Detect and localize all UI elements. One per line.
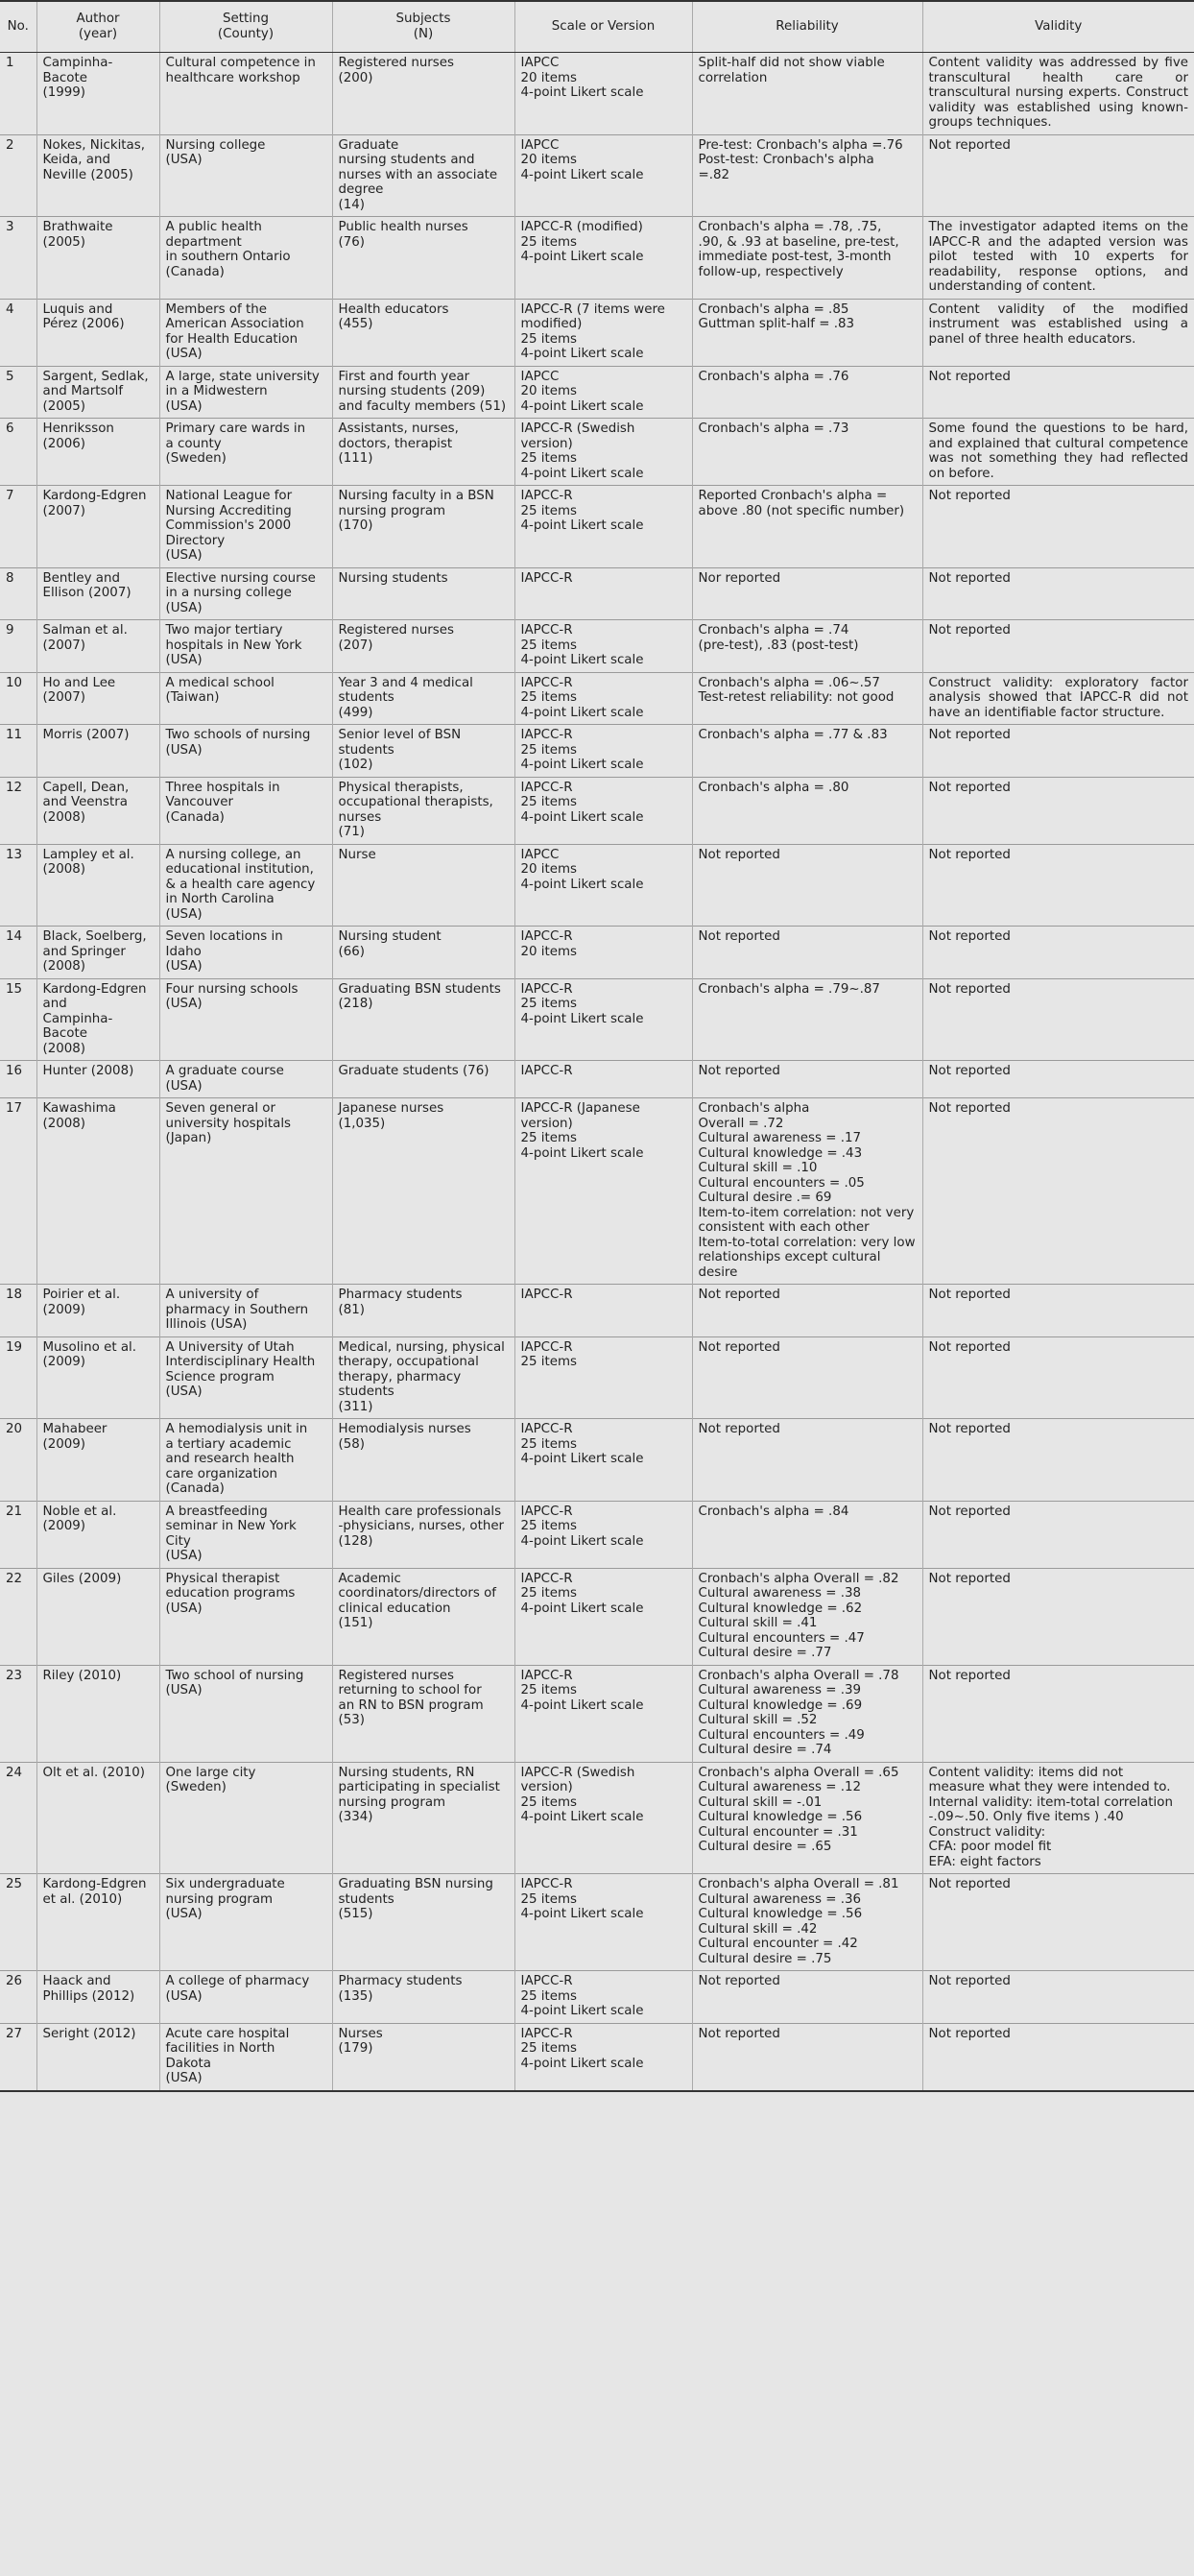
table-row [0, 978, 1194, 1061]
cell-no: 23 [0, 1665, 36, 1762]
cell-validity: Not reported [922, 1336, 1194, 1419]
cell-scale: IAPCC-R 25 items 4-point Likert scale [514, 1501, 692, 1568]
cell-subjects: Graduate nursing students and nurses with an associate degree (14) [332, 134, 514, 217]
cell-no: 17 [0, 1098, 36, 1285]
cell-no: 2 [0, 134, 36, 217]
cell-author: Olt et al. (2010) [36, 1762, 159, 1874]
cell-scale: IAPCC-R 25 items 4-point Likert scale [514, 1419, 692, 1502]
table-row [0, 1665, 1194, 1762]
cell-subjects: Pharmacy students (135) [332, 1971, 514, 2024]
cell-subjects: Nursing student (66) [332, 927, 514, 979]
cell-author: Luquis and Pérez (2006) [36, 299, 159, 366]
cell-reliability: Cronbach's alpha = .80 [692, 777, 922, 844]
cell-reliability: Cronbach's alpha = .74 (pre-test), .83 (post-test) [692, 620, 922, 673]
table-row [0, 1285, 1194, 1337]
table-row [0, 620, 1194, 673]
cell-setting: Physical therapist education programs (USA) [159, 1568, 332, 1665]
cell-validity: Not reported [922, 777, 1194, 844]
cell-subjects: Hemodialysis nurses (58) [332, 1419, 514, 1502]
table-row [0, 419, 1194, 486]
cell-reliability: Cronbach's alpha Overall = .72 Cultural awareness = .17 Cultural knowledge = .43 Cultural skill = .10 Cultural encounters = .05 Cultural desire .= 69 Item-to-item correlation: not very consistent with each other Item-to-total correlation: very low relationships except cultural desire [692, 1098, 922, 1285]
cell-setting: Primary care wards in a county (Sweden) [159, 419, 332, 486]
cell-validity: Not reported [922, 1568, 1194, 1665]
cell-no: 20 [0, 1419, 36, 1502]
cell-scale: IAPCC-R 25 items 4-point Likert scale [514, 1874, 692, 1971]
cell-no: 12 [0, 777, 36, 844]
cell-subjects: Physical therapists, occupational therapists, nurses (71) [332, 777, 514, 844]
table-row [0, 1098, 1194, 1285]
cell-setting: A nursing college, an educational institution, & a health care agency in North Carolina (USA) [159, 844, 332, 927]
cell-subjects: Health educators (455) [332, 299, 514, 366]
cell-no: 6 [0, 419, 36, 486]
table-row [0, 217, 1194, 300]
cell-author: Hunter (2008) [36, 1061, 159, 1098]
cell-author: Poirier et al. (2009) [36, 1285, 159, 1337]
cell-reliability: Nor reported [692, 567, 922, 620]
cell-reliability: Not reported [692, 1061, 922, 1098]
cell-subjects: Health care professionals -physicians, nurses, other (128) [332, 1501, 514, 1568]
cell-no: 22 [0, 1568, 36, 1665]
cell-scale: IAPCC 20 items 4-point Likert scale [514, 844, 692, 927]
table-row [0, 777, 1194, 844]
cell-no: 27 [0, 2023, 36, 2091]
cell-reliability: Not reported [692, 1285, 922, 1337]
cell-subjects: Graduating BSN nursing students (515) [332, 1874, 514, 1971]
table-row [0, 1762, 1194, 1874]
cell-reliability: Cronbach's alpha = .78, .75, .90, & .93 at baseline, pre-test, immediate post-test, 3-month follow-up, respectively [692, 217, 922, 300]
header-subjects: Subjects (N) [332, 1, 514, 53]
cell-author: Black, Soelberg, and Springer (2008) [36, 927, 159, 979]
cell-no: 25 [0, 1874, 36, 1971]
cell-validity: Not reported [922, 366, 1194, 419]
cell-setting: Cultural competence in healthcare workshop [159, 53, 332, 135]
cell-subjects: Nurse [332, 844, 514, 927]
cell-scale: IAPCC 20 items 4-point Likert scale [514, 53, 692, 135]
cell-validity: Content validity: items did not measure what they were intended to. Internal validity: item-total correlation -.09~.50. Only five items ) .40 Construct validity: CFA: poor model fit EFA: eight factors [922, 1762, 1194, 1874]
cell-no: 14 [0, 927, 36, 979]
cell-setting: Elective nursing course in a nursing college (USA) [159, 567, 332, 620]
cell-scale: IAPCC-R (7 items were modified) 25 items 4-point Likert scale [514, 299, 692, 366]
cell-no: 3 [0, 217, 36, 300]
cell-reliability: Split-half did not show viable correlation [692, 53, 922, 135]
cell-no: 26 [0, 1971, 36, 2024]
table-row [0, 134, 1194, 217]
cell-author: Musolino et al. (2009) [36, 1336, 159, 1419]
table-row [0, 366, 1194, 419]
cell-no: 1 [6, 56, 14, 70]
cell-subjects: Pharmacy students (81) [332, 1285, 514, 1337]
header-no: No. [0, 1, 36, 53]
cell-reliability: Not reported [692, 1336, 922, 1419]
cell-author: Giles (2009) [36, 1568, 159, 1665]
cell-validity: Not reported [922, 844, 1194, 927]
cell-subjects: Graduating BSN students (218) [332, 978, 514, 1061]
cell-scale: IAPCC-R 25 items 4-point Likert scale [514, 486, 692, 568]
cell-no: 21 [0, 1501, 36, 1568]
cell-no: 7 [0, 486, 36, 568]
table-row [0, 927, 1194, 979]
cell-setting: Six undergraduate nursing program (USA) [159, 1874, 332, 1971]
table-row [0, 1874, 1194, 1971]
cell-no: 5 [0, 366, 36, 419]
table-row [0, 567, 1194, 620]
cell-no: 13 [0, 844, 36, 927]
cell-reliability: Cronbach's alpha = .76 [692, 366, 922, 419]
cell-reliability: Cronbach's alpha Overall = .82 Cultural awareness = .38 Cultural knowledge = .62 Cultural skill = .41 Cultural encounters = .47 Cultural desire = .77 [692, 1568, 922, 1665]
cell-setting: A university of pharmacy in Southern Illinois (USA) [159, 1285, 332, 1337]
cell-reliability: Cronbach's alpha Overall = .65 Cultural awareness = .12 Cultural skill = -.01 Cultural knowledge = .56 Cultural encounter = .31 Cultural desire = .65 [692, 1762, 922, 1874]
cell-validity: Content validity of the modified instrument was established using a panel of three health educators. [922, 299, 1194, 366]
cell-setting: Nursing college (USA) [159, 134, 332, 217]
cell-setting: Three hospitals in Vancouver (Canada) [159, 777, 332, 844]
cell-author: Bentley and Ellison (2007) [36, 567, 159, 620]
cell-setting: A public health department in southern Ontario (Canada) [159, 217, 332, 300]
cell-setting: Two major tertiary hospitals in New York (USA) [159, 620, 332, 673]
cell-validity: Not reported [922, 1501, 1194, 1568]
table-row [0, 1501, 1194, 1568]
cell-reliability: Not reported [692, 844, 922, 927]
cell-reliability: Cronbach's alpha Overall = .81 Cultural awareness = .36 Cultural knowledge = .56 Cultural skill = .42 Cultural encounter = .42 Cultural desire = .75 [692, 1874, 922, 1971]
cell-subjects: Registered nurses returning to school for an RN to BSN program (53) [332, 1665, 514, 1762]
cell-subjects: First and fourth year nursing students (209) and faculty members (51) [332, 366, 514, 419]
cell-validity: Not reported [922, 1971, 1194, 2024]
cell-setting: A medical school (Taiwan) [159, 672, 332, 725]
cell-author: Noble et al. (2009) [36, 1501, 159, 1568]
cell-no: 11 [0, 725, 36, 778]
cell-reliability: Cronbach's alpha = .85 Guttman split-half = .83 [692, 299, 922, 366]
cell-scale: IAPCC 20 items 4-point Likert scale [514, 134, 692, 217]
cell-no: 18 [0, 1285, 36, 1337]
cell-author: Ho and Lee (2007) [36, 672, 159, 725]
cell-validity: Not reported [922, 1419, 1194, 1502]
cell-validity: Content validity was addressed by five transcultural health care or transcultural nursing experts. Construct validity was established using known-groups techniques. [922, 53, 1194, 135]
cell-scale: IAPCC-R 25 items 4-point Likert scale [514, 620, 692, 673]
cell-scale: IAPCC-R 25 items 4-point Likert scale [514, 725, 692, 778]
cell-subjects: Japanese nurses (1,035) [332, 1098, 514, 1285]
cell-subjects: Registered nurses (207) [332, 620, 514, 673]
cell-author: Riley (2010) [36, 1665, 159, 1762]
cell-no: 10 [0, 672, 36, 725]
cell-scale: IAPCC-R (modified) 25 items 4-point Likert scale [514, 217, 692, 300]
header-reliability: Reliability [692, 1, 922, 53]
cell-author: Seright (2012) [36, 2023, 159, 2091]
cell-validity: Not reported [922, 1285, 1194, 1337]
cell-validity: Not reported [922, 620, 1194, 673]
cell-scale: IAPCC-R 25 items 4-point Likert scale [514, 1568, 692, 1665]
table-row [0, 1568, 1194, 1665]
cell-reliability: Not reported [692, 927, 922, 979]
cell-validity: Not reported [922, 927, 1194, 979]
cell-no: 9 [0, 620, 36, 673]
table-row [0, 672, 1194, 725]
cell-author: Morris (2007) [36, 725, 159, 778]
cell-author: Salman et al. (2007) [36, 620, 159, 673]
cell-scale: IAPCC-R 25 items 4-point Likert scale [514, 2023, 692, 2091]
cell-scale: IAPCC 20 items 4-point Likert scale [514, 366, 692, 419]
cell-scale: IAPCC-R 25 items 4-point Likert scale [514, 1665, 692, 1762]
header-setting: Setting (County) [159, 1, 332, 53]
cell-author: Lampley et al. (2008) [36, 844, 159, 927]
cell-author: Capell, Dean, and Veenstra (2008) [36, 777, 159, 844]
cell-setting: A large, state university in a Midwestern (USA) [159, 366, 332, 419]
cell-setting: Seven general or university hospitals (Japan) [159, 1098, 332, 1285]
cell-author: Henriksson (2006) [36, 419, 159, 486]
cell-reliability: Not reported [692, 1419, 922, 1502]
cell-validity: Not reported [922, 1098, 1194, 1285]
table-row [0, 1419, 1194, 1502]
cell-author: Sargent, Sedlak, and Martsolf (2005) [36, 366, 159, 419]
cell-subjects: Medical, nursing, physical therapy, occupational therapy, pharmacy students (311) [332, 1336, 514, 1419]
table-row [0, 2023, 1194, 2091]
cell-setting: One large city (Sweden) [159, 1762, 332, 1874]
cell-author: Nokes, Nickitas, Keida, and Neville (2005) [36, 134, 159, 217]
cell-author: Kawashima (2008) [36, 1098, 159, 1285]
cell-setting: A University of Utah Interdisciplinary Health Science program (USA) [159, 1336, 332, 1419]
cell-validity: Construct validity: exploratory factor analysis showed that IAPCC-R did not have an identifiable factor structure. [922, 672, 1194, 725]
cell-scale: IAPCC-R 25 items [514, 1336, 692, 1419]
cell-reliability: Reported Cronbach's alpha = above .80 (not specific number) [692, 486, 922, 568]
cell-reliability: Cronbach's alpha = .06~.57 Test-retest reliability: not good [692, 672, 922, 725]
cell-scale: IAPCC-R [514, 1285, 692, 1337]
cell-setting: Acute care hospital facilities in North Dakota (USA) [159, 2023, 332, 2091]
cell-scale: IAPCC-R 25 items 4-point Likert scale [514, 672, 692, 725]
cell-validity: Not reported [922, 1061, 1194, 1098]
cell-no: 8 [0, 567, 36, 620]
table-row [0, 1971, 1194, 2024]
cell-subjects: Public health nurses (76) [332, 217, 514, 300]
cell-validity: Not reported [922, 486, 1194, 568]
cell-validity: Not reported [922, 1665, 1194, 1762]
header-row [0, 1, 1194, 53]
cell-author: Haack and Phillips (2012) [36, 1971, 159, 2024]
cell-reliability: Not reported [692, 2023, 922, 2091]
cell-setting: National League for Nursing Accrediting Commission's 2000 Directory (USA) [159, 486, 332, 568]
cell-setting: A graduate course (USA) [159, 1061, 332, 1098]
cell-subjects: Registered nurses (200) [332, 53, 514, 135]
cell-validity: Not reported [922, 134, 1194, 217]
cell-setting: Four nursing schools (USA) [159, 978, 332, 1061]
cell-scale: IAPCC-R [514, 1061, 692, 1098]
cell-reliability: Cronbach's alpha = .84 [692, 1501, 922, 1568]
cell-author: Mahabeer (2009) [36, 1419, 159, 1502]
cell-subjects: Nursing students, RN participating in specialist nursing program (334) [332, 1762, 514, 1874]
cell-validity: The investigator adapted items on the IAPCC-R and the adapted version was pilot tested with 10 experts for readability, response options, and understanding of content. [922, 217, 1194, 300]
cell-subjects: Nurses (179) [332, 2023, 514, 2091]
cell-validity: Some found the questions to be hard, and explained that cultural competence was not something they had reflected on before. [922, 419, 1194, 486]
cell-no: 24 [0, 1762, 36, 1874]
cell-validity: Not reported [922, 1874, 1194, 1971]
cell-reliability: Not reported [692, 1971, 922, 2024]
cell-no: 16 [0, 1061, 36, 1098]
table-row [0, 725, 1194, 778]
cell-setting: A hemodialysis unit in a tertiary academic and research health care organization (Canada) [159, 1419, 332, 1502]
cell-reliability: Pre-test: Cronbach's alpha =.76 Post-test: Cronbach's alpha =.82 [692, 134, 922, 217]
cell-scale: IAPCC-R 25 items 4-point Likert scale [514, 978, 692, 1061]
cell-subjects: Academic coordinators/directors of clinical education (151) [332, 1568, 514, 1665]
table-row [0, 1061, 1194, 1098]
cell-validity: Not reported [922, 2023, 1194, 2091]
cell-reliability: Cronbach's alpha Overall = .78 Cultural awareness = .39 Cultural knowledge = .69 Cultural skill = .52 Cultural encounters = .49 Cultural desire = .74 [692, 1665, 922, 1762]
cell-scale: IAPCC-R 25 items 4-point Likert scale [514, 777, 692, 844]
table-row [0, 486, 1194, 568]
header-author: Author (year) [36, 1, 159, 53]
cell-validity: Not reported [922, 567, 1194, 620]
cell-setting: Two schools of nursing (USA) [159, 725, 332, 778]
cell-setting: A college of pharmacy (USA) [159, 1971, 332, 2024]
table-row [0, 53, 1194, 135]
cell-author: Kardong-Edgren (2007) [36, 486, 159, 568]
cell-scale: IAPCC-R 25 items 4-point Likert scale [514, 1971, 692, 2024]
table-row [0, 299, 1194, 366]
cell-scale: IAPCC-R [514, 567, 692, 620]
cell-no: 19 [0, 1336, 36, 1419]
header-validity: Validity [922, 1, 1194, 53]
cell-validity: Not reported [922, 978, 1194, 1061]
table-row [0, 1336, 1194, 1419]
cell-reliability: Cronbach's alpha = .73 [692, 419, 922, 486]
cell-author: Campinha-Bacote (1999) [36, 53, 159, 135]
cell-subjects: Nursing faculty in a BSN nursing program (170) [332, 486, 514, 568]
cell-subjects: Graduate students (76) [332, 1061, 514, 1098]
cell-subjects: Senior level of BSN students (102) [332, 725, 514, 778]
cell-subjects: Assistants, nurses, doctors, therapist (111) [332, 419, 514, 486]
cell-setting: A breastfeeding seminar in New York City (USA) [159, 1501, 332, 1568]
cell-scale: IAPCC-R 20 items [514, 927, 692, 979]
table-row [0, 844, 1194, 927]
cell-author: Kardong-Edgren et al. (2010) [36, 1874, 159, 1971]
cell-no: 4 [0, 299, 36, 366]
cell-setting: Seven locations in Idaho (USA) [159, 927, 332, 979]
cell-no: 15 [0, 978, 36, 1061]
cell-scale: IAPCC-R (Swedish version) 25 items 4-point Likert scale [514, 1762, 692, 1874]
cell-setting: Two school of nursing (USA) [159, 1665, 332, 1762]
cell-author: Kardong-Edgren and Campinha-Bacote (2008) [36, 978, 159, 1061]
cell-validity: Not reported [922, 725, 1194, 778]
cell-scale: IAPCC-R (Japanese version) 25 items 4-point Likert scale [514, 1098, 692, 1285]
cell-reliability: Cronbach's alpha = .77 & .83 [692, 725, 922, 778]
cell-setting: Members of the American Association for Health Education (USA) [159, 299, 332, 366]
cell-reliability: Cronbach's alpha = .79~.87 [692, 978, 922, 1061]
cell-scale: IAPCC-R (Swedish version) 25 items 4-point Likert scale [514, 419, 692, 486]
header-scale: Scale or Version [514, 1, 692, 53]
cell-author: Brathwaite (2005) [36, 217, 159, 300]
cell-subjects: Nursing students [332, 567, 514, 620]
table-body [0, 53, 1194, 2091]
cell-subjects: Year 3 and 4 medical students (499) [332, 672, 514, 725]
